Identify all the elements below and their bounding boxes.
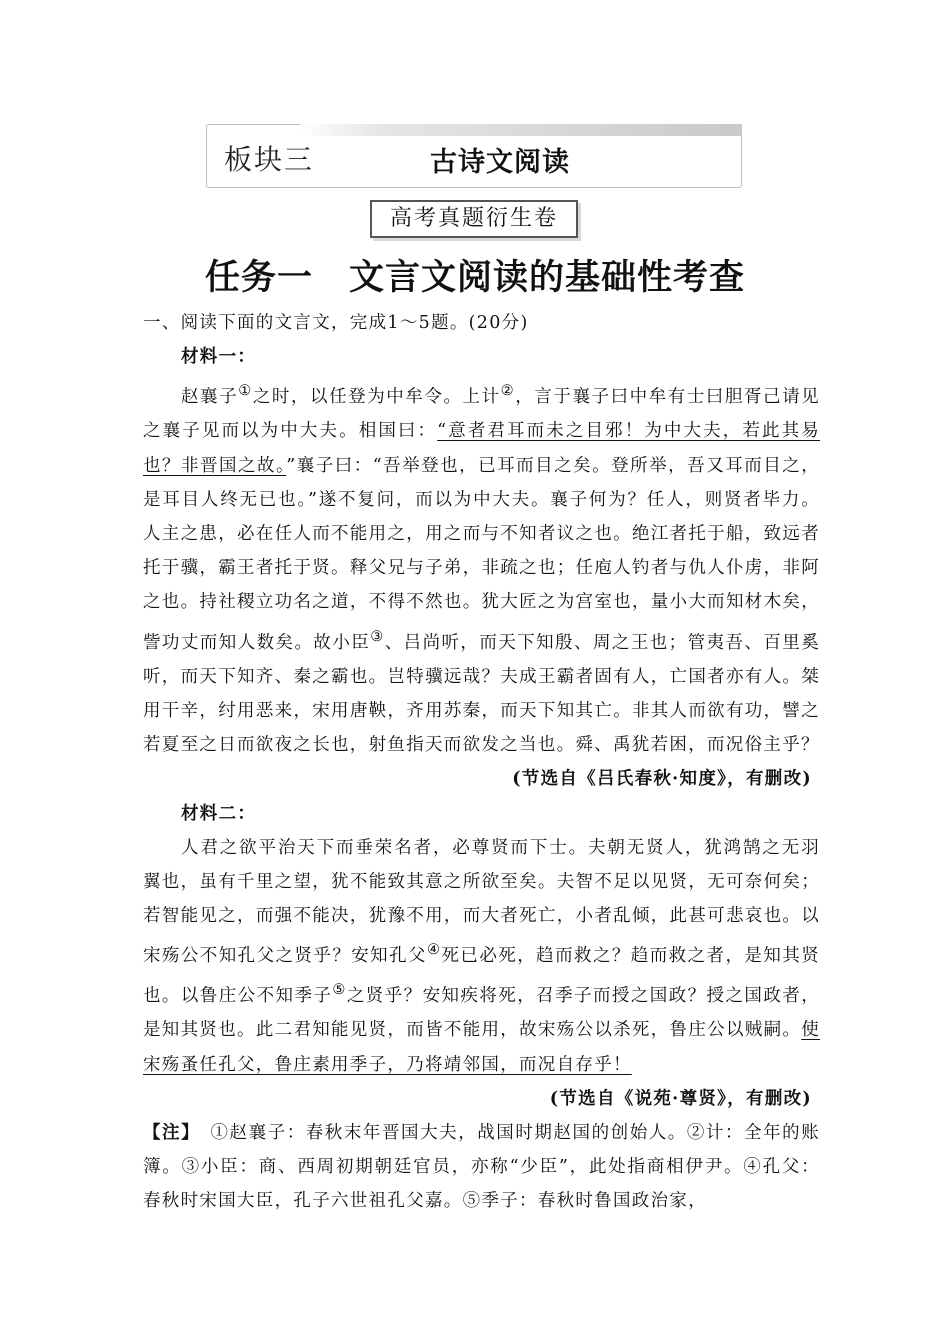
footnote-ref: ② — [500, 382, 516, 400]
material2-text — [143, 831, 820, 1082]
task-title: 任务一 文言文阅读的基础性考查 — [204, 258, 745, 298]
material2-label: 材料二： — [181, 803, 257, 824]
material1-text — [143, 374, 820, 762]
notes-text: ①赵襄子：春秋末年晋国大夫，战国时期赵国的创始人。②计：全年的账簿。③小臣：商、西周初期朝廷官员，亦称“少臣”，此处指商相伊尹。④孔父：春秋时宋国大臣，孔子六世祖孔父嘉。⑤季子：春秋时鲁国政治家， — [143, 1122, 820, 1212]
notes-head: 【注】 — [143, 1122, 192, 1143]
material1-label: 材料一： — [181, 347, 257, 368]
text-run: 之时，以任登为中牟令。上计 — [252, 387, 501, 408]
text-run: ”襄子曰：“吾举登也，已耳而目之矣。登所举，吾又耳而目之，是耳目人终无已也。”遂不复问，而以为中大夫。襄子何为？任人，则贤者毕力。人主之患，必在任人而不能用之，用之而与不知者议之也。绝江者托于船，致远者托于骥，霸王者托于贤。释父兄与子弟，非疏之也；任庖人钓者与仇人仆虏，非阿之也。持社稷立功名之道，不得不然也。犹大匠之为宫室也，量小大而知材木矣，訾功丈而知人数矣。故小臣 — [143, 455, 820, 653]
text-run: 赵襄子 — [181, 387, 239, 408]
notes — [143, 1116, 820, 1219]
underlined-sentence: “意者君耳而未之目邪！为中大夫，若此其易也？非晋国之故。 — [143, 421, 820, 476]
block-label: 板块三 — [224, 143, 315, 176]
text-run: 、吕尚听，而天下知殷、周之王也；管夷吾、百里奚听，而天下知齐、秦之霸也。岂特骥远哉？夫成王霸者固有人，亡国者亦有人。桀用干辛，纣用恶来，宋用唐鞅，齐用苏秦，而天下知其亡。非其人而欲有功，譬之若夏至之日而欲夜之长也，射鱼指天而欲发之当也。舜、禹犹若困，而况俗主乎？ — [143, 632, 820, 756]
text-run: 人君之欲平治天下而垂荣名者，必尊贤而下士。夫朝无贤人，犹鸿鹄之无羽翼也，虽有千里之望，犹不能致其意之所欲至矣。夫智不足以见贤，无可奈何矣；若智能见之，而强不能决，犹豫不用，而大者死亡，小者乱倾，此甚可悲哀也。以宋殇公不知孔父之贤乎？安知孔父 — [143, 837, 820, 967]
document-body — [143, 306, 820, 1219]
text-run: 死已必死，趋而救之？趋而救之者，是知其贤也。以鲁庄公不知季子 — [143, 946, 821, 1007]
footnote-ref: ⑤ — [332, 981, 347, 999]
instruction: 一、阅读下面的文言文，完成1～5题。(20分) — [143, 313, 529, 333]
exam-tag: 高考真题衍生卷 — [370, 200, 578, 238]
footnote-ref: ④ — [426, 941, 442, 959]
footnote-ref: ① — [238, 382, 253, 400]
underlined-sentence: 使宋殇蚤任孔父，鲁庄素用季子，乃将靖邻国，而况自存乎！ — [143, 1020, 820, 1075]
text-run: 之贤乎？安知疾将死，召季子而授之国政？授之国政者，是知其贤也。此二君知能见贤，而皆不能用，故宋殇公以杀死，鲁庄公以贼嗣。 — [143, 986, 821, 1041]
text-run: ，言于襄子曰中牟有士曰胆胥己请见之襄子见而以为中大夫。相国曰： — [143, 387, 820, 442]
material1-source: (节选自《吕氏春秋·知度》，有删改) — [512, 769, 812, 790]
material2-source: (节选自《说苑·尊贤》，有删改) — [549, 1088, 812, 1109]
footnote-ref: ③ — [370, 627, 385, 645]
section-title: 古诗文阅读 — [430, 147, 570, 178]
banner-decoration — [300, 124, 742, 136]
